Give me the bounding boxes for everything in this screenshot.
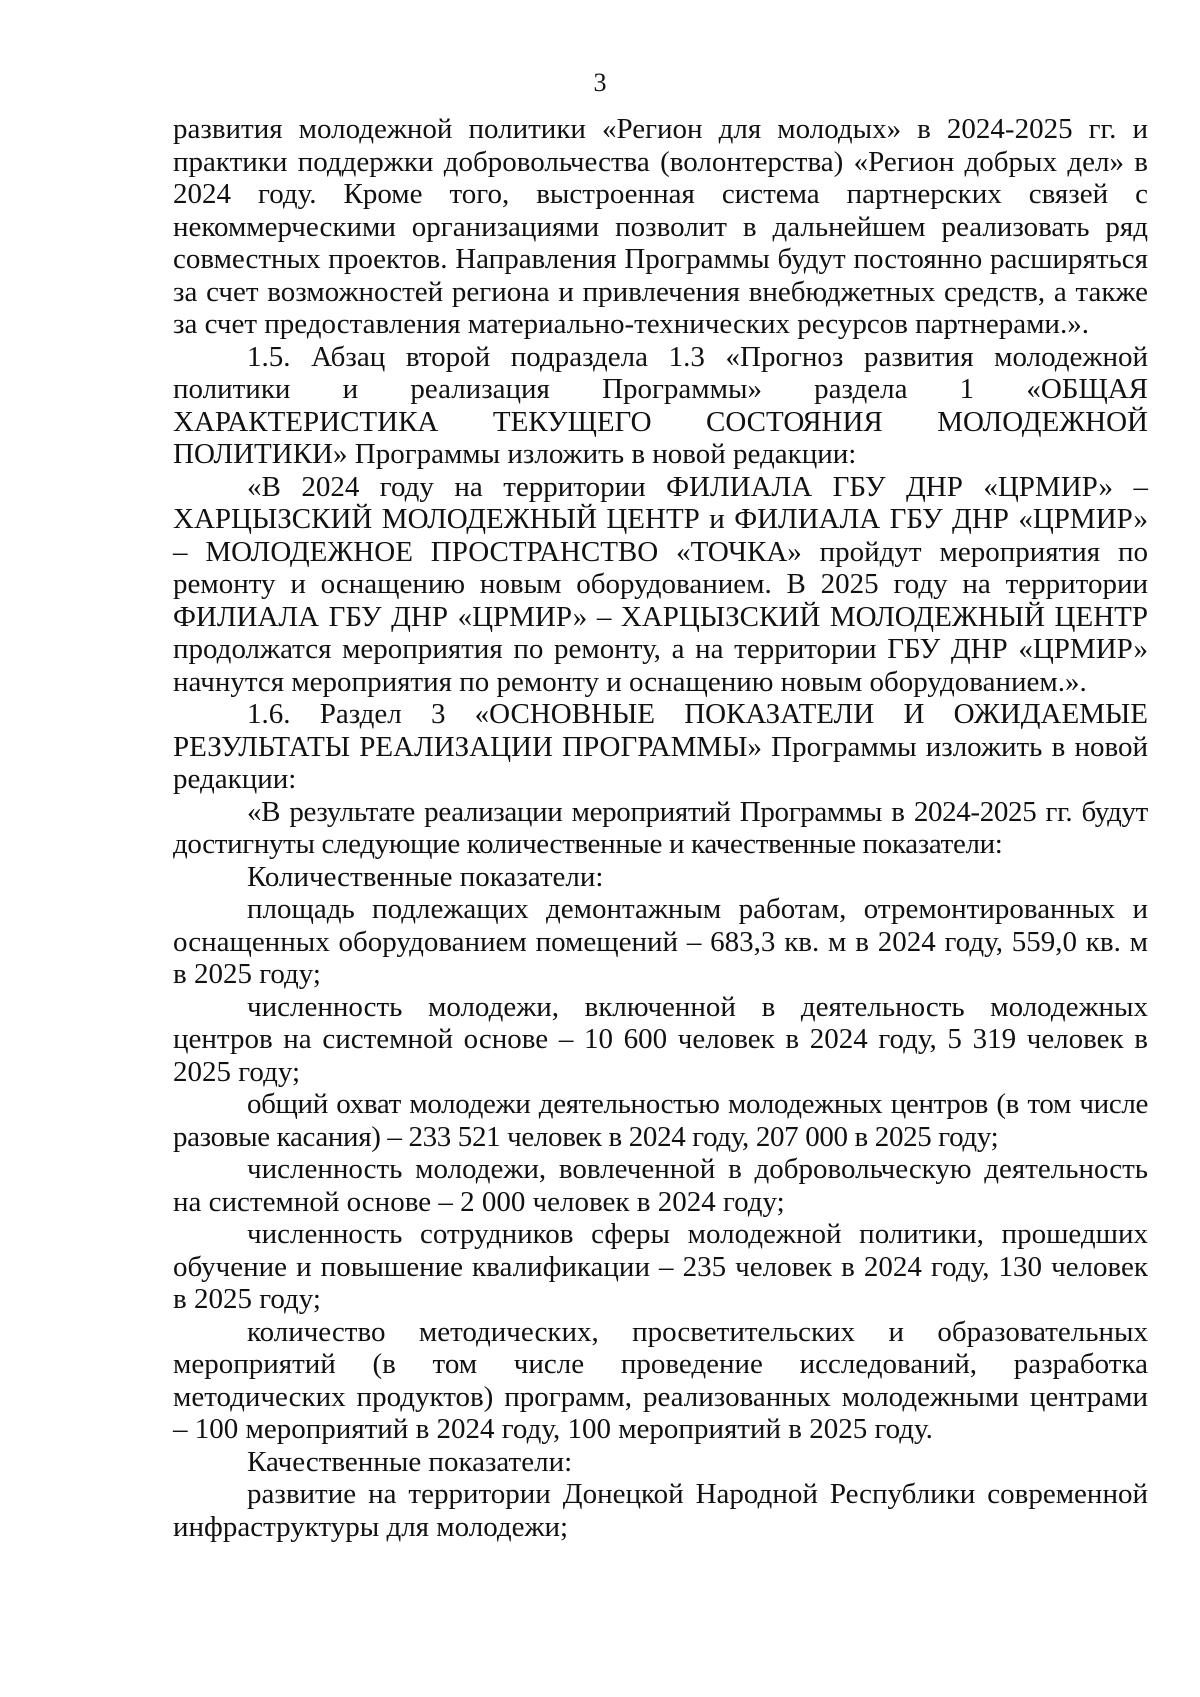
paragraph-indicator-youth-systemic: численность молодежи, включенной в деятельность молодежных центров на системной основе – 10 600 человек в 2024 году, 5 319 человек в 2025 году; [173,990,1148,1088]
document-body [173,113,1148,1543]
paragraph-continuation: развития молодежной политики «Регион для молодых» в 2024-2025 гг. и практики поддержки добровольчества (волонтерства) «Регион добрых дел» в 2024 году. Кроме того, выстроенная система партнерских связей с некоммерческими организациями позволит в дальнейшем реализовать ряд совместных проектов. Направления Программы будут постоянно расширяться за счет возможностей региона и привлечения внебюджетных средств, а также за счет предоставления материально-технических ресурсов партнерами.». [173,113,1148,340]
paragraph-indicator-volunteers: численность молодежи, вовлеченной в добровольческую деятельность на системной основе – 2 000 человек в 2024 году; [173,1153,1148,1218]
paragraph-item-1-5: 1.5. Абзац второй подраздела 1.3 «Прогноз развития молодежной политики и реализация Программы» раздела 1 «ОБЩАЯ ХАРАКТЕРИСТИКА ТЕКУЩЕГО СОСТОЯНИЯ МОЛОДЕЖНОЙ ПОЛИТИКИ» Программы изложить в новой редакции: [173,340,1148,470]
paragraph-results-intro: «В результате реализации мероприятий Программы в 2024-2025 гг. будут достигнуты следующие количественные и качественные показатели: [173,795,1148,860]
paragraph-indicator-events: количество методических, просветительских и образовательных мероприятий (в том числе проведение исследований, разработка методических продуктов) программ, реализованных молодежными центрами – 100 мероприятий в 2024 году, 100 мероприятий в 2025 году. [173,1315,1148,1445]
paragraph-indicator-staff-training: численность сотрудников сферы молодежной политики, прошедших обучение и повышение квалификации – 235 человек в 2024 году, 130 человек в 2025 году; [173,1218,1148,1315]
paragraph-quote-2024: «В 2024 году на территории ФИЛИАЛА ГБУ ДНР «ЦРМИР» – ХАРЦЫЗСКИЙ МОЛОДЕЖНЫЙ ЦЕНТР и ФИЛИАЛА ГБУ ДНР «ЦРМИР» – МОЛОДЕЖНОЕ ПРОСТРАНСТВО «ТОЧКА» пройдут мероприятия по ремонту и оснащению новым оборудованием. В 2025 году на территории ФИЛИАЛА ГБУ ДНР «ЦРМИР» – ХАРЦЫЗСКИЙ МОЛОДЕЖНЫЙ ЦЕНТР продолжатся мероприятия по ремонту, а на территории ГБУ ДНР «ЦРМИР» начнутся мероприятия по ремонту и оснащению новым оборудованием.». [173,470,1148,698]
paragraph-qualitative-infrastructure: развитие на территории Донецкой Народной Республики современной инфраструктуры для молодежи; [173,1478,1148,1543]
paragraph-indicator-total-coverage: общий охват молодежи деятельностью молодежных центров (в том числе разовые касания) – 233 521 человек в 2024 году, 207 000 в 2025 году; [173,1088,1148,1153]
paragraph-item-1-6: 1.6. Раздел 3 «ОСНОВНЫЕ ПОКАЗАТЕЛИ И ОЖИДАЕМЫЕ РЕЗУЛЬТАТЫ РЕАЛИЗАЦИИ ПРОГРАММЫ» Программы изложить в новой редакции: [173,698,1148,795]
page-number: 3 [593,68,607,97]
paragraph-indicator-area: площадь подлежащих демонтажным работам, отремонтированных и оснащенных оборудованием помещений – 683,3 кв. м в 2024 году, 559,0 кв. м в 2025 году; [173,893,1148,990]
paragraph-quantitative-heading: Количественные показатели: [247,860,604,893]
paragraph-qualitative-heading: Качественные показатели: [247,1445,573,1478]
